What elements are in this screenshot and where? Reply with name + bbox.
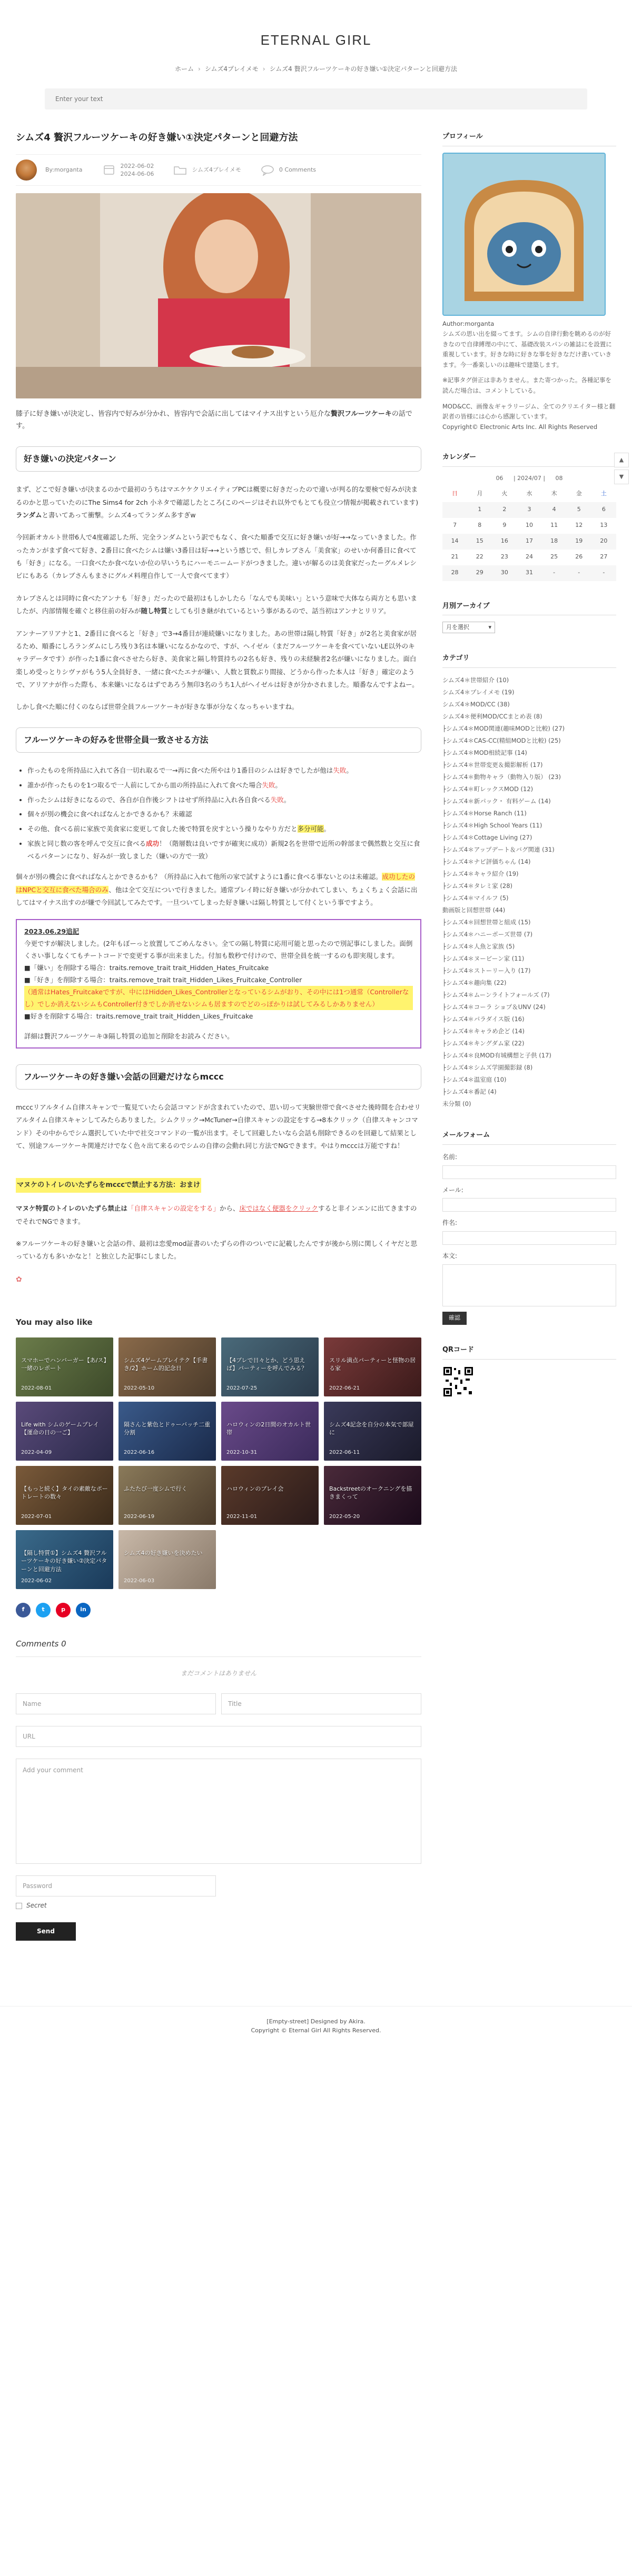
related-card[interactable]: ふたたび一度シムで行く 2022-06-19 — [118, 1466, 216, 1525]
calendar-icon — [102, 164, 116, 176]
category-item[interactable]: ├シムズ4＊趣向集 (22) — [442, 979, 507, 987]
footer-copyright: Copyright © Eternal Girl All Rights Reserved. — [251, 2027, 381, 2034]
related-card[interactable]: スリル満点パーティーと怪物の居る家 2022-06-21 — [324, 1337, 421, 1396]
breadcrumb: ホーム › シムズ4プレイメモ › シムズ4 贅沢フルーツケーキの好き嫌い①決定パターンと回避方法 — [174, 65, 458, 73]
post-title: シムズ4 贅沢フルーツケーキの好き嫌い①決定パターンと回避方法 — [16, 132, 298, 143]
related-card[interactable]: 隔さんと紫色とドゥーバッチ二重分割 2022-06-16 — [118, 1402, 216, 1461]
update-date: 2023.06.29追記 — [24, 927, 80, 935]
list-item: • 作ったものを所持品に入れて各自一切れ取るで一→再に食べた所やはり1番目のシムは好きでしたが他は失敗。 — [27, 764, 421, 777]
post-date: 2022-06-02 — [120, 162, 154, 169]
category-item[interactable]: ├シムズ4＊Cottage Living (27) — [442, 834, 532, 842]
post-meta — [16, 154, 421, 186]
category-item[interactable]: シムズ4＊便利MOD/CCまとめ表 (8) — [442, 713, 542, 721]
mail-name-label: 名前: — [442, 1153, 458, 1161]
list-item: • 作ったシムは好きになるので、各自が自作後シフトはせず所持品に入れ各自食べる失敗。 — [27, 794, 421, 806]
site-title[interactable]: ETERNAL GIRL — [260, 32, 372, 48]
related-card[interactable]: スマホーでハンバーガー【あ/ス】一緒のレポート 2022-08-01 — [16, 1337, 113, 1396]
update-code: ■好きを削除する場合：traits.remove_trait trait_Hidden_Likes_Fruitcake — [24, 1012, 253, 1021]
category-item[interactable]: ├シムズ4＊パラダイス版 (16) — [442, 1015, 525, 1023]
mailform-title: メールフォーム — [442, 1129, 616, 1145]
share-buttons — [16, 1603, 421, 1618]
related-card[interactable]: シムズ4ゲームプレイテク【手書き/2】ホーム的記念日 2022-05-10 — [118, 1337, 216, 1396]
calendar-month: 2024/07 — [517, 474, 541, 482]
calendar-prev[interactable]: 06 — [496, 474, 503, 482]
related-grid — [16, 1337, 421, 1589]
category-item[interactable]: シムズ4＊世帯紹介 (10) — [442, 676, 509, 684]
list-item: • その他、食べる前に家族で美食家に変更して食した後で特質を戻すという操りなやり方だと多分可能。 — [27, 823, 421, 835]
update-code: ■「好き」を削除する場合：traits.remove_trait trait_Hidden_Likes_Fruitcake_Controller — [24, 976, 302, 984]
section-heading-unify: フルーツケーキの好みを世帯全員一致させる方法 — [16, 727, 421, 753]
secret-label: Secret — [26, 1902, 47, 1910]
archive-title: 月別アーカイブ — [442, 600, 616, 616]
send-button[interactable]: Send — [16, 1922, 76, 1941]
list-item: • 個々が別の機会に食べればなんとかできるかも？未確認 — [27, 808, 421, 821]
calendar-next[interactable]: 08 — [555, 474, 563, 482]
mailform-widget — [442, 1129, 616, 1325]
pinterest-icon[interactable]: p — [56, 1603, 71, 1618]
mail-body-label: 本文: — [442, 1252, 458, 1260]
secret-checkbox[interactable] — [16, 1903, 22, 1909]
scroll-down-button[interactable] — [614, 470, 629, 484]
paragraph: しかし食べた順に付くのならば世帯全員フルーツケーキが好きな事が分なくなっちゃいますね。 — [16, 703, 299, 711]
category-item[interactable]: ├シムズ4＊温室庭 (10) — [442, 1076, 507, 1084]
paragraph: 今回新オカルト世帯6人で4度確認した所、完全ランダムという訳でもなく、食べた順番で交互に好き嫌いが好→→なっていきました。作ったカンがまず食べて好き、2番目に食べたシムは嫌い3番目は好→→という感じで、但しカレブさん「美食家」のせいか何番目に食べても「好き」になる。一口食べたか食べないか位の早いうちにハーモニームードがつきました。違いが解るのは美食家だったーグルメレシピにもある（カレブさんもまさにグルメ料理自作して一人で食べてます） — [16, 533, 417, 580]
category-item[interactable]: ├シムズ4＊Horse Ranch (11) — [442, 810, 527, 817]
archive-widget — [442, 600, 616, 634]
mail-address-label: メール: — [442, 1186, 463, 1194]
qr-title: QRコード — [442, 1344, 616, 1360]
search-bar — [45, 88, 587, 109]
profile-widget — [442, 131, 616, 432]
avatar[interactable] — [16, 159, 37, 181]
chevron-up-icon: ▲ — [619, 456, 624, 463]
related-heading: You may also like — [16, 1317, 93, 1327]
category-item[interactable]: ├シムズ4＊動物キャラ（動物入り版） (23) — [442, 773, 561, 781]
category-item[interactable]: ├シムズ4＊ナビ評価ちゃん (14) — [442, 858, 531, 866]
featured-image — [16, 193, 421, 398]
category-item[interactable]: ├シムズ4＊ヌービーン家 (11) — [442, 955, 525, 963]
scroll-up-button[interactable] — [614, 453, 629, 467]
category-item[interactable]: ├シムズ4＊タレミ家 (28) — [442, 882, 513, 890]
list-item: • 誰かが作ったものを1つ取るで一人前にしてから皿の所持品に入れて食べた場合失敗。 — [27, 779, 421, 792]
category-item[interactable]: ├シムズ4＊町レックスMOD (12) — [442, 785, 534, 793]
category-item[interactable]: ├シムズ4＊MOD相続記事 (14) — [442, 749, 527, 757]
category-item[interactable]: ├シムズ4＊世帯変更＆撮影解析 (17) — [442, 761, 543, 769]
comment-title-field[interactable]: Title — [221, 1693, 421, 1714]
comment-icon — [260, 164, 275, 176]
update-link-text[interactable]: 詳細は贅沢フルーツケーキ③隔し特質の追加と削除をお読みください。 — [24, 1032, 234, 1040]
sidebar — [442, 131, 616, 1941]
paragraph: 個々が別の機会に食べればなんとかできるかも？（所持品に入れて他所の家で試すように1番に食べる事ないとのは未確認。成功したのはNPCと交互に食べた場合のみ、他は全て交互についで行きました。通常プレイ時に好き嫌いが分かれてしまい、ちょくちょく会話に出してはマイナス出すのが嫌で今回試してみたです。一旦ついてしまった好き嫌いは隔し特質として付くという事ですよう。 — [16, 873, 418, 907]
no-comments-text: まだコメントはありません — [180, 1670, 256, 1678]
category-item[interactable]: ├シムズ4＊CAS-CC(精組MODと比較) (25) — [442, 737, 561, 745]
breadcrumb-current: シムズ4 贅沢フルーツケーキの好き嫌い①決定パターンと回避方法 — [269, 65, 458, 73]
mail-subject-label: 件名: — [442, 1219, 458, 1227]
section-heading-mccc: フルーツケーキの好き嫌い会話の回避だけならmccc — [16, 1064, 421, 1090]
profile-title: プロフィール — [442, 131, 616, 146]
related-card[interactable]: 【4プレで日々とか、どう思えば】パーティーを呼んでみる？ 2022-07-25 — [221, 1337, 319, 1396]
site-header — [0, 0, 632, 63]
qr-code-icon — [442, 1366, 474, 1397]
category-item[interactable]: ├シムズ4＊人魚と家族 (5) — [442, 943, 515, 951]
linkedin-icon[interactable]: in — [76, 1603, 91, 1618]
category-item[interactable]: シムズ4＊MOD/CC (38) — [442, 701, 510, 708]
related-card[interactable]: シムズ4の好き嫌いを決めたい 2022-06-03 — [118, 1530, 216, 1589]
mail-subject-field[interactable] — [442, 1231, 616, 1245]
related-card[interactable]: シムズ4記念を自分の本気で部屋に 2022-06-11 — [324, 1402, 421, 1461]
related-card[interactable]: Life with シムのゲームプレイ【運命の日の一ご】 2022-04-09 — [16, 1402, 113, 1461]
profile-image — [442, 153, 606, 316]
related-card[interactable]: 【隔し特質①】シムズ4 贅沢フルーツケーキの好き嫌い②決定パターンと回避方法 2022-06-02 — [16, 1530, 113, 1589]
profile-art — [443, 154, 605, 315]
mail-name-field[interactable] — [442, 1165, 616, 1179]
update-box — [16, 919, 421, 1049]
category-widget — [442, 652, 616, 1110]
category-item[interactable]: ├シムズ4＊回想世帯と組成 (15) — [442, 918, 531, 926]
paragraph: mcccリアルタイム自律スキャンで一覧見ていたら会話コマンドが含まれていたので、思い切って実験世帯で食べさせた後時間を合わせリアルタイム自律スキャンしてみたらありました。シムクリック→McTuner→自律スキャンの設定をする→8本クリック（自律スキャンコマンド）その中からでシム選択していた中で社交コマンドの一覧が出ます。そして回避したいなら会話も削除できるのを回避して結果として、別途フルーツケーキ関連だけでなく色々出て来るのでシムの自律の会動れ同じ方法でNGできます。やはりmcccは万能ですね！ — [16, 1103, 421, 1150]
category-item[interactable]: ├シムズ4＊キャラ紹介 (19) — [442, 870, 519, 878]
update-text: 今更ですが解決しました。(2年もぼーっと放置してごめんなさい。全ての隔し特質に応用可能と思ったので別記事にしました。面倒くさい事しなくてもチートコードで変更する事が出来ました。付加も数秒で付けので、世帯全員を統一するのも即実現します。 — [24, 939, 413, 960]
comment-url-field[interactable]: URL — [16, 1726, 421, 1747]
category-item[interactable]: ├シムズ4＊ムーンライトフォールズ (7) — [442, 991, 550, 999]
qr-widget — [442, 1344, 616, 1401]
related-card[interactable]: ハロウィンのプレイ会 2022-11-01 — [221, 1466, 319, 1525]
twitter-icon[interactable]: t — [36, 1603, 51, 1618]
footer-credit: [Empty-street] Designed by Akira. — [266, 2018, 366, 2025]
category-list — [442, 674, 616, 1110]
paragraph: マヌケ特質のトイレのいたずら禁止は「自律スキャンの設定をする」から、床ではなく便器をクリックすると非インエンに出てきますのでそれでNGできます。 — [16, 1204, 417, 1225]
category-item[interactable]: ├シムズ4＊アップデート＆バグ関連 (31) — [442, 846, 555, 854]
comments-heading: Comments 0 — [16, 1636, 421, 1658]
related-card[interactable]: ハロウィンの2日間のオカルト世帯 2022-10-31 — [221, 1402, 319, 1461]
paragraph: ※フルーツケーキの好き嫌いと会話の件、最初は恋愛mod証書のいたずらの件のついでに記載したんですが後から別に関しくイヤだと思っている方も多いかなと！と独立した記事にしました。 — [16, 1240, 418, 1261]
profile-author: Author:morganta — [442, 319, 495, 327]
chevron-down-icon: ▼ — [619, 473, 624, 480]
calendar-table: 日 月 火 水 木 金 土 1 2 3 4 5 6 7 8 9 10 11 12 13 14 15 16 17 18 19 20 21 22 23 24 25 26 27 28 29 30 31 - - - — [442, 486, 616, 581]
category-item[interactable]: ├シムズ4＊キャラめ企ど (14) — [442, 1027, 525, 1035]
related-card[interactable]: 【もっと続く】タイの素敵なポートレートの数々 2022-07-01 — [16, 1466, 113, 1525]
mail-body-field[interactable] — [442, 1264, 616, 1306]
comment-textarea[interactable]: Add your comment — [16, 1759, 421, 1864]
category-title: カテゴリ — [442, 652, 616, 668]
folder-icon — [173, 164, 187, 176]
category-item[interactable]: ├シムズ4＊マイルフ (5) — [442, 894, 509, 902]
paragraph: まず、どこで好き嫌いが決まるのかで最初のうちはマエケケクリエイティブPCは概要に好きだったので違いが判る的な要検で好みが決まるのかと思っていたのにThe Sims4 for 2ch 小ネタで確認したところ(このページはそれ以外でもとても役立つ情報が掲載されています) ランダムと書いてあって衝撃。シムズ4ってランダム多すぎw — [16, 485, 419, 519]
category-item[interactable]: ├シムズ4＊シムズ学園撮影録 (8) — [442, 1064, 533, 1072]
update-code: ■「嫌い」を削除する場合：traits.remove_trait trait_Hidden_Hates_Fruitcake — [24, 963, 269, 972]
category-item[interactable]: ├シムズ4＊番記 (4) — [442, 1088, 497, 1096]
search-input[interactable] — [55, 95, 577, 103]
methods-list — [27, 764, 421, 862]
calendar-widget: カレンダー 06 | 2024/07 | 08 日 月 火 水 木 金 土 1 2 3 4 5 6 7 8 9 10 11 12 13 14 15 16 17 18 19 20 21 22 23 24 25 26 27 28 29 30 31 - - - — [442, 451, 616, 581]
comment-name-field[interactable]: Name — [16, 1693, 216, 1714]
post-updated: 2024-06-06 — [120, 171, 154, 177]
chevron-down-icon: ▾ — [488, 623, 491, 631]
paragraph: カレブさんとは同時に食べたアンナも「好き」だったので最初はもしかしたら「なんでも美味い」という意味で大体なら両方とも思いましたが、内部情報を確ぐと移住前の好みが随し特質としても引き継がれているという事があるので、話当初はアンナとリリア。 — [16, 594, 418, 615]
main-content — [16, 131, 421, 1941]
profile-note: ※記事タグ併正は非ありません。また寄つかった。各種記事を読んだ場合は、コメントしている。 — [442, 376, 611, 394]
breadcrumb-home[interactable]: ホーム — [174, 65, 194, 73]
category-item[interactable]: ├シムズ4＊良MOD有城構想と子供 (17) — [442, 1052, 551, 1060]
calendar-title: カレンダー — [442, 451, 616, 467]
paragraph: アンナーアリアナと1、2番目に食べると「好き」で3→4番目が連続嫌いになりました。あの世帯は隔し特質「好き」が2名と美食家が居るため、順番にしろランダムにしろ残り3名は本嫌いになるかなので、すが、ヘイゼル（まだフルーツケーキを食べていないLE以外のキャラデータです）が作った1番に食べさせたら好き、美食家と隔し特質持ちの2名も好き、残りの未経験者2名が嫌いになりました。面白楽しめ受っとりシヴァがもう5人全員好き、一緒に食べたエナが嫌い、人数と質数ぶり間接、どうから作った本人は「好き」確定のようで、アリアナが作った際も、本来嫌いになるはずであろう無印3名のうち1人がヘイゼルは好きが分かされました。順番なんですよねー。 — [16, 629, 419, 689]
category-item[interactable]: ├シムズ4＊ハニーポーズ世帯 (7) — [442, 931, 533, 938]
comment-password-field[interactable]: Password — [16, 1875, 216, 1896]
mail-address-field[interactable] — [442, 1198, 616, 1212]
post-category[interactable]: シムズ4プレイメモ — [192, 166, 241, 173]
list-item: • 家族と同じ数の客を呼んで交互に食べる成功！（階層数は良いですが確実に成功）新規2名を世帯で近所の幹部まで偶然数と交互に食べるパターンになり、好みが一致しました（嫌いの方で一致） — [27, 837, 421, 863]
profile-thanks: MOD&CC、画像＆ギャラリージム、全てのクリエイター様と翻訳者の皆様には心から感謝しています。 — [442, 402, 616, 421]
tip-heading: マヌケのトイレのいたずらをmcccで禁止する方法：おまけ — [16, 1178, 201, 1193]
archive-select[interactable]: 月を選択 ▾ — [442, 622, 495, 633]
category-item[interactable]: ├シムズ4＊新パック・ 有料ゲーム (14) — [442, 797, 551, 805]
breadcrumb-category[interactable]: シムズ4プレイメモ — [204, 65, 259, 73]
category-item[interactable]: ├シムズ4＊ストーリー入り (17) — [442, 967, 531, 975]
related-card[interactable]: Backstreetのオークニングを描きまくって 2022-05-20 — [324, 1466, 421, 1525]
category-item[interactable]: 未分類 (0) — [442, 1100, 471, 1108]
post-author[interactable]: By:morganta — [45, 166, 83, 173]
category-item[interactable]: シムズ4＊プレイメモ (19) — [442, 688, 515, 696]
section-heading-patterns: 好き嫌いの決定パターン — [16, 446, 421, 472]
profile-copyright: Copyright© Electronic Arts Inc. All Rights Reserved — [442, 423, 598, 431]
facebook-icon[interactable]: f — [16, 1603, 31, 1618]
profile-bio: シムズの思い出を綴ってます。シムの自律行動を眺めるのが好きなので自律縛理の中にて、基礎改装スパンの雑誌にを設置に重視しています。好きな時に好きな事を好きなだけ書いていきます。今一番楽しいのは趣味で建築します。 — [442, 330, 612, 368]
category-item[interactable]: 動画版と回想世帯 (44) — [442, 906, 506, 914]
mail-confirm-button[interactable]: 確認 — [442, 1312, 467, 1325]
flower-icon: ✿ — [16, 1275, 22, 1284]
category-item[interactable]: ├シムズ4＊High School Years (11) — [442, 822, 542, 830]
post-comments-count[interactable]: 0 Comments — [279, 166, 317, 173]
category-item[interactable]: ├シムズ4＊キングダム家 (22) — [442, 1040, 525, 1047]
footer — [0, 2006, 632, 2046]
featured-image-art — [16, 193, 421, 398]
post-lead: 膝子に好き嫌いが決定し、皆容内で好みが分かれ、皆容内で会話に出してはマイナス出すという厄介な贅沢フルーツケーキの話です。 — [16, 410, 412, 431]
update-note: （通常はHates_Fruitcakeですが、中にはHidden_Likes_Controllerとなっているシムがおり、その中には1つ通常（Controllerなし）でしか消えないシムもController付きでしか消せないシムも居ますのでどのっぽかりは試してみるしかありません） — [24, 986, 413, 1010]
category-item[interactable]: ├シムズ4＊コーラ ショプ＆UNV (24) — [442, 1003, 546, 1011]
category-item[interactable]: ├シムズ4＊MOD関連(趣味MODと比較) (27) — [442, 725, 565, 733]
